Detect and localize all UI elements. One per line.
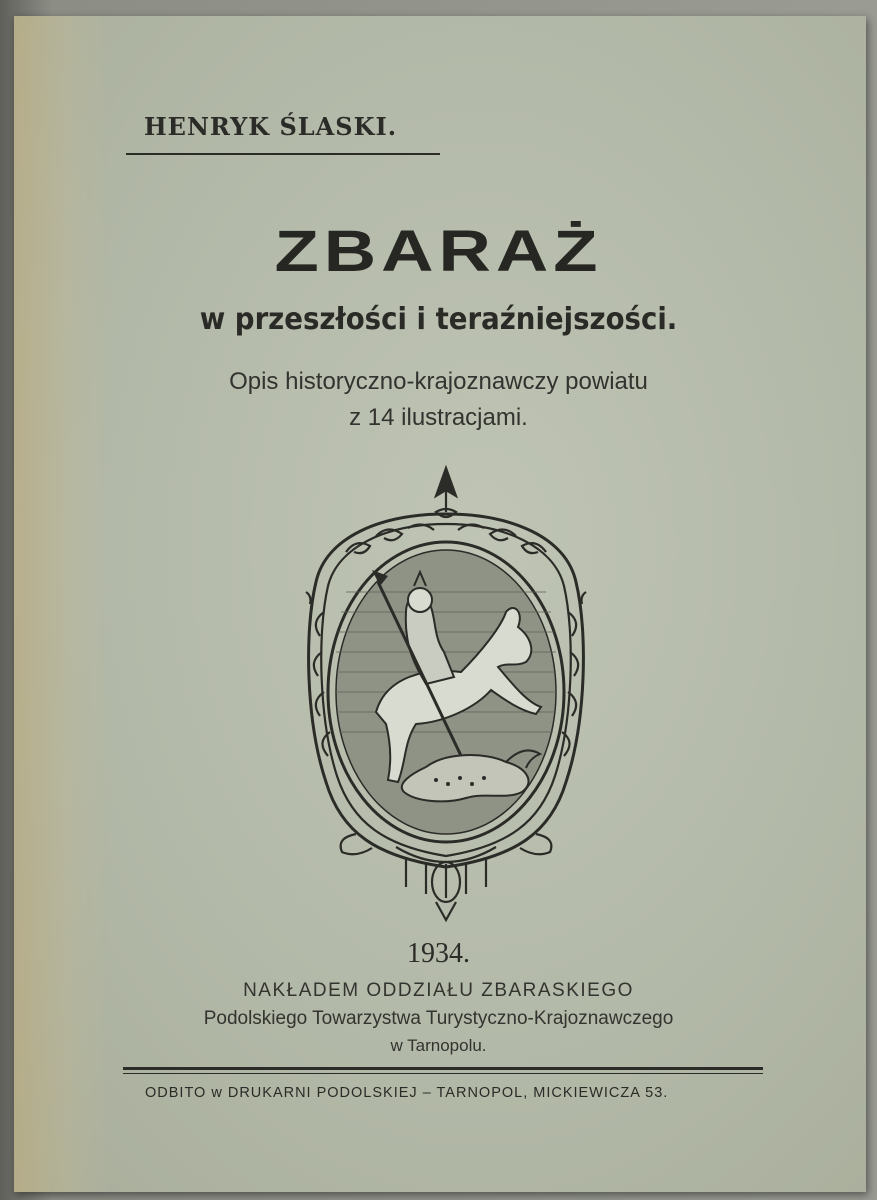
printer-imprint: ODBITO w DRUKARNI PODOLSKIEJ – TARNOPOL, MICKIEWICZA 53. [145, 1085, 669, 1101]
footer-rule-thick [123, 1067, 763, 1070]
author-name: HENRYK ŚLASKI. [144, 112, 398, 141]
st-george-crest-icon [286, 462, 606, 932]
book-subtitle: w przeszłości i teraźniejszości. [199, 302, 678, 337]
description-line-1: Opis historyczno-krajoznawczy powiatu [229, 368, 648, 395]
publication-year: 1934. [407, 938, 470, 969]
publisher-line-3: w Tarnopolu. [390, 1036, 487, 1055]
publisher-line-2: Podolskiego Towarzystwa Turystyczno-Krajoznawczego [203, 1008, 674, 1029]
book-title: ZBARAŻ [274, 219, 603, 284]
footer-rule-thin [123, 1073, 763, 1074]
description-line-2: z 14 ilustracjami. [349, 404, 528, 431]
publisher-line-1: NAKŁADEM ODDZIAŁU ZBARASKIEGO [243, 980, 634, 1001]
author-underline [126, 153, 440, 155]
